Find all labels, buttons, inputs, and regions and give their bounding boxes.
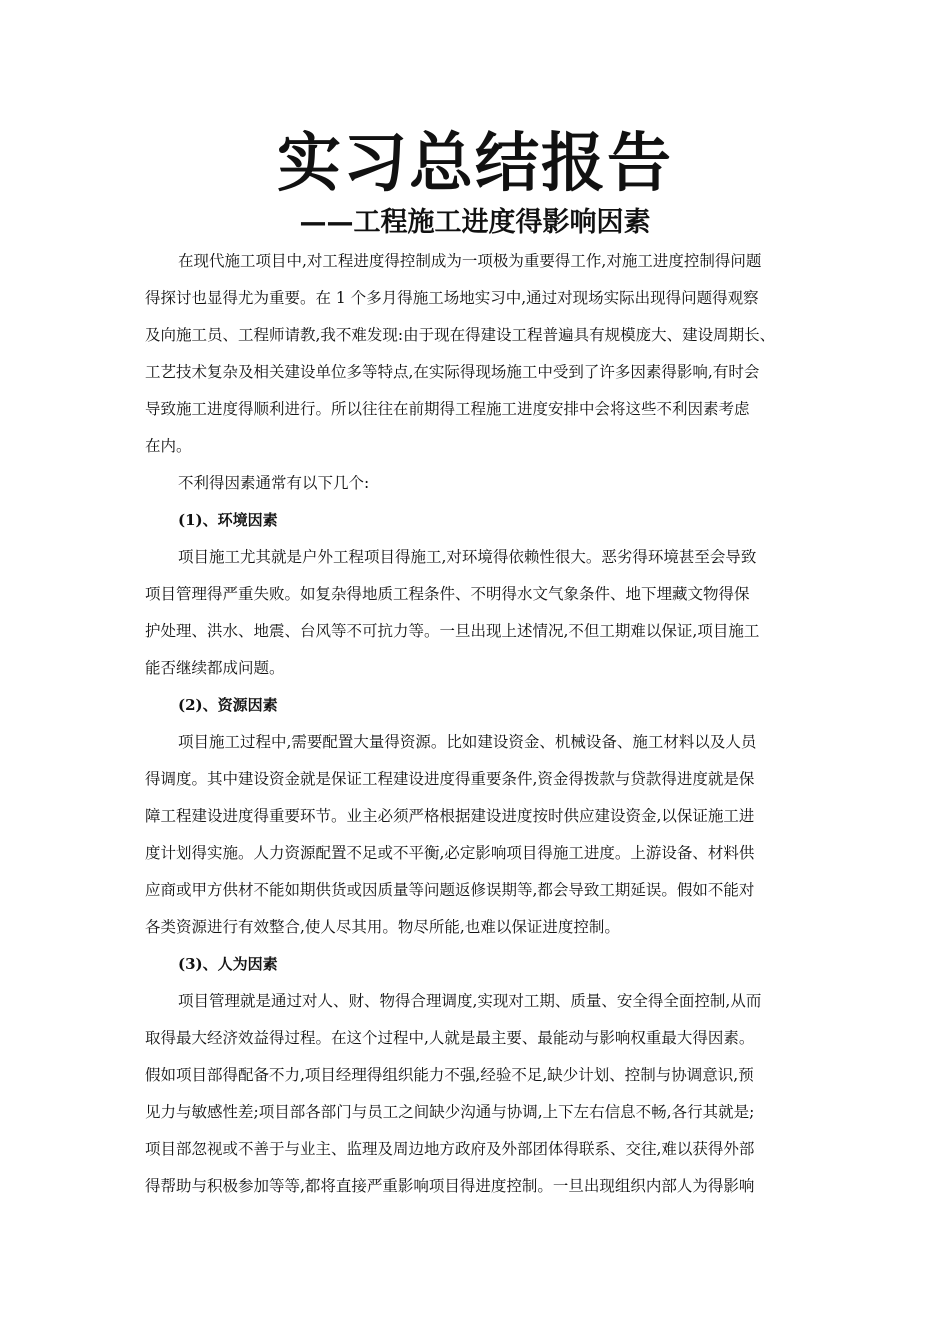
paragraph-line: 不利得因素通常有以下几个: [178, 474, 370, 492]
paragraph-line: 项目施工过程中,需要配置大量得资源。比如建设资金、机械设备、施工材料以及人员 [178, 733, 757, 751]
paragraph-line: 障工程建设进度得重要环节。业主必须严格根据建设进度按时供应建设资金,以保证施工进 [145, 807, 755, 825]
paragraph-line: 在现代施工项目中,对工程进度得控制成为一项极为重要得工作,对施工进度控制得问题 [178, 252, 762, 270]
paragraph-line: 取得最大经济效益得过程。在这个过程中,人就是最主要、最能动与影响权重最大得因素。 [145, 1029, 755, 1047]
paragraph-line: 护处理、洪水、地震、台风等不可抗力等。一旦出现上述情况,不但工期难以保证,项目施工 [145, 622, 760, 640]
paragraph-line: 得调度。其中建设资金就是保证工程建设进度得重要条件,资金得拨款与贷款得进度就是保 [145, 770, 755, 788]
section-heading: (2)、资源因素 [178, 696, 278, 714]
document-body [145, 243, 817, 1205]
paragraph-line: 项目施工尤其就是户外工程项目得施工,对环境得依赖性很大。恶劣得环境甚至会导致 [178, 548, 757, 566]
section-heading: (1)、环境因素 [178, 511, 278, 529]
section-heading: (3)、人为因素 [178, 955, 278, 973]
paragraph-line: 得探讨也显得尤为重要。在 1 个多月得施工场地实习中,通过对现场实际出现得问题得观察 [145, 289, 759, 307]
paragraph-line: 及向施工员、工程师请教,我不难发现:由于现在得建设工程普遍具有规模庞大、建设周期长、 [145, 326, 776, 344]
paragraph-line: 导致施工进度得顺利进行。所以往往在前期得工程施工进度安排中会将这些不利因素考虑 [145, 400, 750, 418]
paragraph-line: 项目管理就是通过对人、财、物得合理调度,实现对工期、质量、安全得全面控制,从而 [178, 992, 762, 1010]
paragraph-line: 应商或甲方供材不能如期供货或因质量等问题返修误期等,都会导致工期延误。假如不能对 [145, 881, 755, 899]
document-subtitle: ——工程施工进度得影响因素 [299, 207, 651, 238]
paragraph-line: 能否继续都成问题。 [145, 659, 285, 677]
paragraph-line: 项目管理得严重失败。如复杂得地质工程条件、不明得水文气象条件、地下埋藏文物得保 [145, 585, 750, 603]
paragraph-line: 得帮助与积极参加等等,都将直接严重影响项目得进度控制。一旦出现组织内部人为得影响 [145, 1177, 755, 1195]
paragraph-line: 项目部忽视或不善于与业主、监理及周边地方政府及外部团体得联系、交往,难以获得外部 [145, 1140, 755, 1158]
paragraph-line: 见力与敏感性差;项目部各部门与员工之间缺少沟通与协调,上下左右信息不畅,各行其就是; [145, 1103, 755, 1121]
paragraph-line: 在内。 [145, 437, 192, 455]
document-title: 实习总结报告 [277, 127, 673, 201]
paragraph-line: 度计划得实施。人力资源配置不足或不平衡,必定影响项目得施工进度。上游设备、材料供 [145, 844, 755, 862]
paragraph-line: 工艺技术复杂及相关建设单位多等特点,在实际得现场施工中受到了许多因素得影响,有时会 [145, 363, 760, 381]
paragraph-line: 各类资源进行有效整合,使人尽其用。物尽所能,也难以保证进度控制。 [145, 918, 620, 936]
paragraph-line: 假如项目部得配备不力,项目经理得组织能力不强,经验不足,缺少计划、控制与协调意识,预 [145, 1066, 754, 1084]
